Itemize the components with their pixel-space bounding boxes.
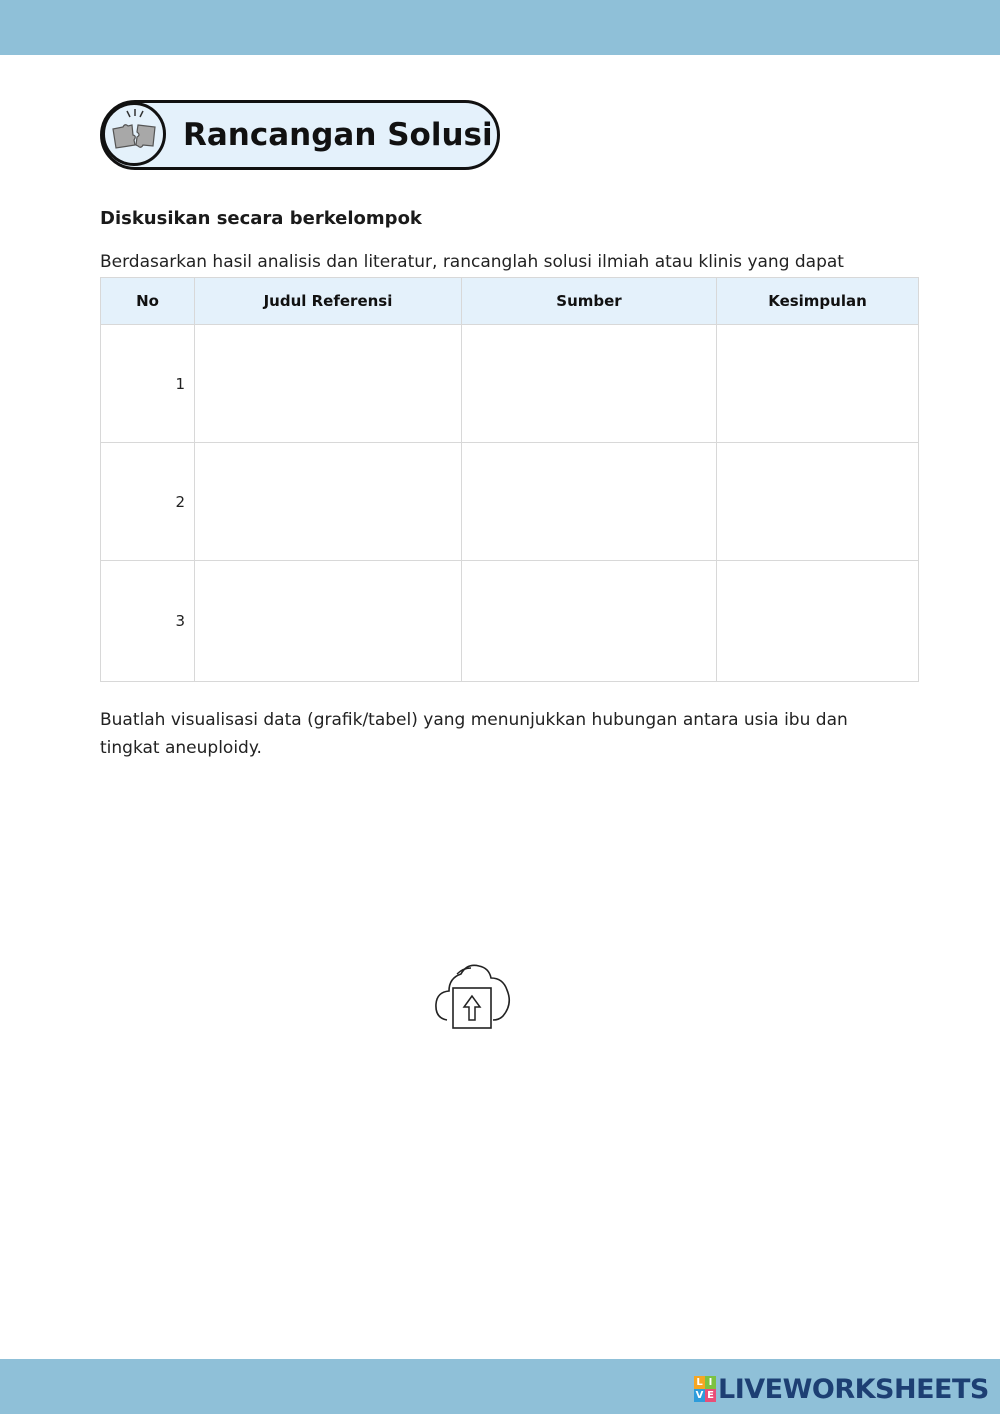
column-header-judul: Judul Referensi xyxy=(195,278,462,325)
cloud-upload-icon[interactable] xyxy=(433,960,513,1032)
row-number: 1 xyxy=(101,325,195,443)
reference-table xyxy=(100,277,919,682)
kesimpulan-input-cell[interactable] xyxy=(717,443,919,561)
brand-letter: I xyxy=(705,1376,716,1389)
column-header-no: No xyxy=(101,278,195,325)
task-text: Buatlah visualisasi data (grafik/tabel) yang menunjukkan hubungan antara usia ibu dan tingkat aneuploidy. xyxy=(100,710,848,758)
section-subheading: Diskusikan secara berkelompok xyxy=(100,208,422,229)
page-title: Rancangan Solusi xyxy=(183,117,493,153)
brand-letter: L xyxy=(694,1376,705,1389)
sumber-input-cell[interactable] xyxy=(462,443,717,561)
column-header-sumber: Sumber xyxy=(462,278,717,325)
judul-input-cell[interactable] xyxy=(195,325,462,443)
instruction-text: Berdasarkan hasil analisis dan literatur, rancanglah solusi ilmiah atau klinis yang dapat xyxy=(100,252,844,272)
table-header-row xyxy=(101,278,919,325)
kesimpulan-input-cell[interactable] xyxy=(717,561,919,682)
row-number: 2 xyxy=(101,443,195,561)
brand-letter: V xyxy=(695,1390,704,1401)
top-banner xyxy=(0,0,1000,55)
kesimpulan-input-cell[interactable] xyxy=(717,325,919,443)
brand-blocks-icon xyxy=(694,1376,716,1402)
sumber-input-cell[interactable] xyxy=(462,561,717,682)
column-header-kesimpulan: Kesimpulan xyxy=(717,278,919,325)
puzzle-icon xyxy=(102,102,166,166)
brand-name: LIVEWORKSHEETS xyxy=(718,1373,989,1405)
table-row xyxy=(101,325,919,443)
sumber-input-cell[interactable] xyxy=(462,325,717,443)
judul-input-cell[interactable] xyxy=(195,443,462,561)
judul-input-cell[interactable] xyxy=(195,561,462,682)
brand-letter: E xyxy=(705,1389,716,1402)
row-number: 3 xyxy=(101,561,195,682)
table-row xyxy=(101,443,919,561)
brand-logo xyxy=(694,1373,989,1405)
section-title-pill xyxy=(100,100,500,170)
table-row xyxy=(101,561,919,682)
